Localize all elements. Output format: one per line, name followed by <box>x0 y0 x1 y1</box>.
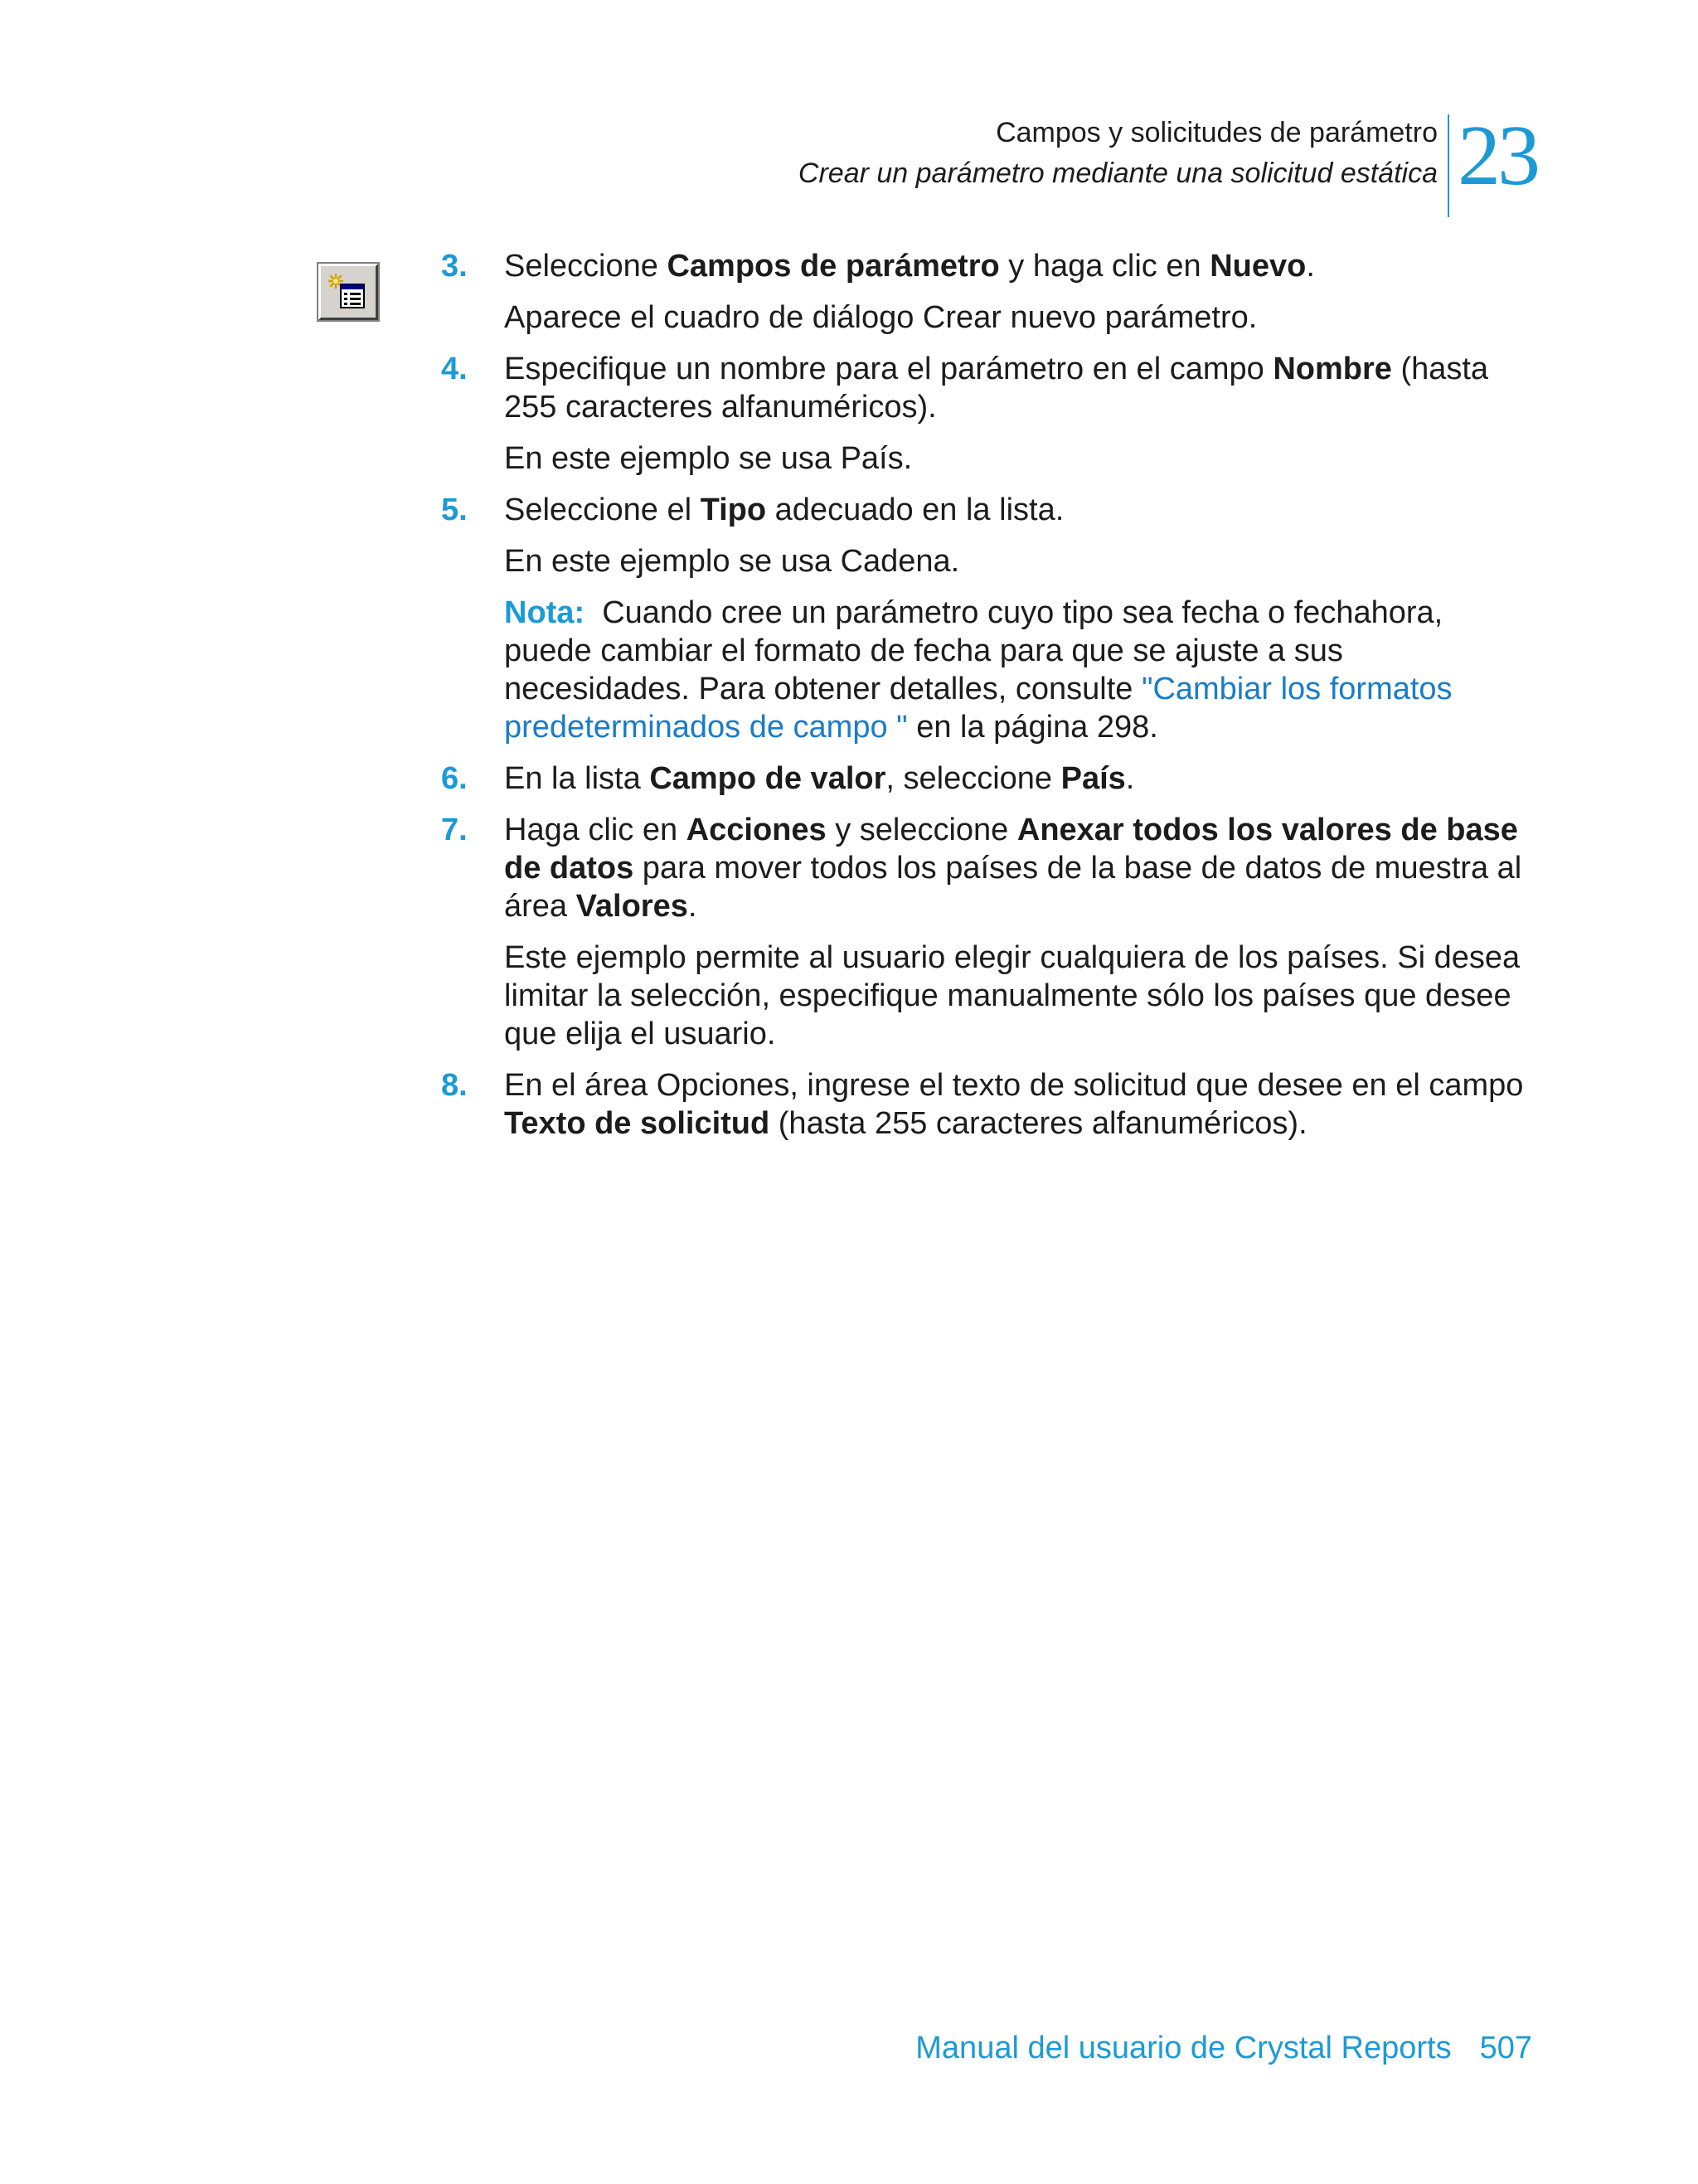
step-text: , seleccione <box>885 761 1061 796</box>
new-parameter-icon <box>318 264 378 320</box>
step-7 <box>441 811 1535 925</box>
new-parameter-icon-graphic <box>328 273 368 311</box>
step-3 <box>441 247 1535 285</box>
page-number: 507 <box>1479 2031 1532 2065</box>
step-text: . <box>1306 249 1315 284</box>
ui-term-new: Nuevo <box>1210 249 1307 284</box>
running-footer <box>915 2028 1532 2068</box>
step-number: 4. <box>441 352 468 386</box>
step-text: En el área Opciones, ingrese el texto de solicitud que desee en el campo <box>504 1068 1524 1103</box>
step-text: . <box>1125 761 1135 796</box>
ui-term-prompt-text: Texto de solicitud <box>504 1106 770 1141</box>
note <box>441 594 1535 746</box>
ui-term-type: Tipo <box>700 493 767 527</box>
step-text: Seleccione el <box>504 493 701 527</box>
step-text: y seleccione <box>826 813 1017 847</box>
footer-book-title: Manual del usuario de Crystal Reports <box>915 2031 1452 2065</box>
step-number: 5. <box>441 493 468 527</box>
note-label: Nota: <box>504 595 585 630</box>
cross-reference-link[interactable]: "Cambiar los formatos predeterminados de campo " <box>504 672 1453 745</box>
step-text: para mover todos los países de la base de datos de muestra al área <box>504 851 1522 924</box>
running-header <box>798 106 1537 217</box>
ui-term-name: Nombre <box>1273 352 1392 386</box>
step-5 <box>441 491 1535 529</box>
step-4-result: En este ejemplo se usa País. <box>504 441 913 476</box>
step-text: . <box>687 889 697 924</box>
step-6 <box>441 760 1535 798</box>
step-number: 6. <box>441 761 468 796</box>
ui-term-country: País <box>1060 761 1126 796</box>
header-text <box>798 106 1448 194</box>
step-7-result: Este ejemplo permite al usuario elegir cualquiera de los países. Si desea limitar la selección, especifique manualmente sólo los países que desee que elija el usuario. <box>504 940 1521 1051</box>
ui-term-parameter-fields: Campos de parámetro <box>667 249 1000 284</box>
step-text: Haga clic en <box>504 813 686 847</box>
header-section-title: Campos y solicitudes de parámetro <box>996 117 1438 148</box>
step-text: (hasta 255 caracteres alfanuméricos). <box>769 1106 1307 1141</box>
step-8 <box>441 1066 1535 1143</box>
step-text: Seleccione <box>504 249 667 284</box>
ui-term-append-all-values: Anexar todos los valores de base de datos <box>504 813 1518 886</box>
step-number: 8. <box>441 1068 468 1103</box>
header-subsection-title: Crear un parámetro mediante una solicitud estática <box>798 158 1438 189</box>
chapter-number: 23 <box>1458 108 1537 203</box>
step-3-result: Aparece el cuadro de diálogo Crear nuevo parámetro. <box>504 300 1258 335</box>
step-text: adecuado en la lista. <box>766 493 1065 527</box>
note-text: Cuando cree un parámetro cuyo tipo sea fecha o fechahora, puede cambiar el formato de fecha para que se ajuste a sus necesidades. Para obtener detalles, consulte <box>504 595 1452 706</box>
note-text-tail: en la página 298. <box>907 710 1158 745</box>
step-text: En la lista <box>504 761 650 796</box>
step-4 <box>441 350 1535 426</box>
step-text: (hasta 255 caracteres alfanuméricos). <box>504 352 1489 425</box>
ui-term-value-field: Campo de valor <box>649 761 886 796</box>
ui-term-values: Valores <box>575 889 688 924</box>
step-text: Especifique un nombre para el parámetro en el campo <box>504 352 1274 386</box>
step-number: 3. <box>441 249 468 284</box>
ui-term-actions: Acciones <box>686 813 827 847</box>
step-5-result: En este ejemplo se usa Cadena. <box>504 544 960 579</box>
procedure-content <box>441 247 1535 1156</box>
step-text: y haga clic en <box>999 249 1210 284</box>
step-number: 7. <box>441 813 468 847</box>
